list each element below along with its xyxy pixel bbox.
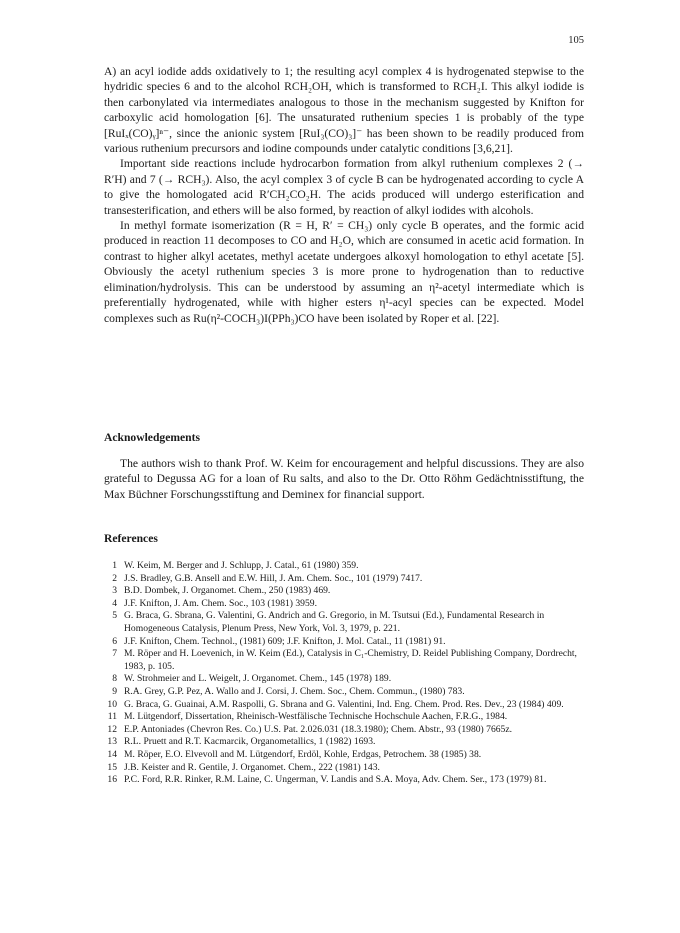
- reference-number: 11: [107, 711, 117, 723]
- reference-item: [104, 648, 584, 673]
- reference-number: 4: [112, 597, 117, 609]
- reference-number: 16: [107, 774, 117, 786]
- reference-number: 10: [107, 698, 117, 710]
- reference-number: 14: [107, 748, 117, 760]
- acknowledgements-heading: Acknowledgements: [104, 431, 200, 444]
- body-text: [104, 64, 584, 326]
- reference-item: [104, 560, 584, 573]
- reference-text: P.C. Ford, R.R. Rinker, R.M. Laine, C. Ungerman, V. Landis and S.A. Moya, Adv. Chem. Ser., 173 (1979) 81.: [124, 774, 547, 786]
- reference-text: G. Braca, G. Guainai, A.M. Raspolli, G. Sbrana and G. Valentini, Ind. Eng. Chem. Prod. Res. Dev., 23 (1984) 409.: [124, 698, 564, 710]
- reference-number: 9: [112, 685, 117, 697]
- reference-text: R.L. Pruett and R.T. Kacmarcik, Organometallics, 1 (1982) 1693.: [124, 736, 376, 748]
- reference-number: 12: [107, 723, 117, 735]
- reference-number: 7: [112, 648, 117, 660]
- acknowledgements-text: The authors wish to thank Prof. W. Keim for encouragement and helpful discussions. They are also grateful to Degussa AG for a loan of Ru salts, and also to the Dr. Otto Röhm Gedächtnisstiftung, the Max Büchner Forschungsstiftung and Deminex for financial support.: [104, 457, 584, 501]
- body-paragraph: Important side reactions include hydrocarbon formation from alkyl ruthenium complexes 2 (→ R′H) and 7 (→ RCH₃). Also, the acyl complex 3 of cycle B can be hydrogenated according to cycle A to give the homologated acid R′CH₂CO₂H. The acids produced will undergo esterification and transesterification, and ethers will be also formed, by reaction of alkyl iodides with alcohols.: [104, 157, 584, 217]
- reference-text: W. Strohmeier and L. Weigelt, J. Organomet. Chem., 145 (1978) 189.: [124, 673, 392, 685]
- reference-item: [104, 711, 584, 724]
- reference-text: M. Lütgendorf, Dissertation, Rheinisch-Westfälische Technische Hochschule Aachen, F.R.G., 1984.: [124, 711, 508, 723]
- references-list: [104, 560, 584, 787]
- reference-number: 15: [107, 761, 117, 773]
- reference-text: J.F. Knifton, J. Am. Chem. Soc., 103 (1981) 3959.: [124, 597, 317, 609]
- reference-item: [104, 736, 584, 749]
- reference-item: [104, 673, 584, 686]
- reference-item: [104, 610, 584, 635]
- reference-item: [104, 749, 584, 762]
- reference-number: 6: [112, 635, 117, 647]
- reference-item: [104, 636, 584, 649]
- references-heading: References: [104, 532, 158, 545]
- reference-item: [104, 774, 584, 787]
- reference-item: [104, 573, 584, 586]
- reference-text: J.S. Bradley, G.B. Ansell and E.W. Hill, J. Am. Chem. Soc., 101 (1979) 7417.: [124, 572, 423, 584]
- reference-number: 13: [107, 736, 117, 748]
- reference-item: [104, 699, 584, 712]
- reference-number: 8: [112, 673, 117, 685]
- reference-number: 5: [112, 610, 117, 622]
- body-paragraph: A) an acyl iodide adds oxidatively to 1; the resulting acyl complex 4 is hydrogenated stepwise to the hydridic species 6 and to the alcohol RCH₂OH, which is transformed to RCH₂I. This alkyl iodide is then carbonylated via intermediates analogous to those in the mechanism suggested by Knifton for carboxylic acid homologation [6]. The unsaturated ruthenium species 1 is probably of the type [RuIₓ(CO)ᵧ]ⁿ⁻, since the anionic system [RuI₃(CO)₃]⁻ has been shown to be readily produced from various ruthenium precursors and iodine compounds under catalytic conditions [3,6,21].: [104, 65, 584, 156]
- reference-text: M. Röper and H. Loevenich, in W. Keim (Ed.), Catalysis in C₁-Chemistry, D. Reidel Publishing Company, Dordrecht, 1983, p. 105.: [124, 648, 577, 672]
- page-number: 105: [568, 35, 584, 46]
- reference-text: J.B. Keister and R. Gentile, J. Organomet. Chem., 222 (1981) 143.: [124, 761, 380, 773]
- reference-text: B.D. Dombek, J. Organomet. Chem., 250 (1983) 469.: [124, 585, 331, 597]
- reference-item: [104, 762, 584, 775]
- reference-text: M. Röper, E.O. Elvevoll and M. Lütgendorf, Erdöl, Kohle, Erdgas, Petrochem. 38 (1985) 38.: [124, 748, 482, 760]
- reference-text: W. Keim, M. Berger and J. Schlupp, J. Catal., 61 (1980) 359.: [124, 560, 359, 571]
- reference-text: G. Braca, G. Sbrana, G. Valentini, G. Andrich and G. Gregorio, in M. Tsutsui (Ed.), Fundamental Research in Homogeneous Catalysis, Plenum Press, New York, Vol. 3, 1979, p. 221.: [124, 610, 545, 634]
- body-paragraph: In methyl formate isomerization (R = H, R′ = CH₃) only cycle B operates, and the formic acid produced in reaction 11 decomposes to CO and H₂O, which are consumed in acetic acid formation. In contrast to higher alkyl acetates, methyl acetate undergoes alkoxyl homologation to ethyl acetate [5]. Obviously the acetyl ruthenium species 3 is more prone to hydrogenation than to reductive elimination/hydrolysis. This can be understood by assuming an η²-acetyl intermediate which is preferentially hydrogenated, while with higher esters η¹-acyl species can be expected. Model complexes such as Ru(η²-COCH₃)I(PPh₃)CO have been isolated by Roper et al. [22].: [104, 219, 584, 325]
- reference-number: 2: [112, 572, 117, 584]
- reference-item: [104, 585, 584, 598]
- reference-text: J.F. Knifton, Chem. Technol., (1981) 609; J.F. Knifton, J. Mol. Catal., 11 (1981) 91.: [124, 635, 446, 647]
- reference-text: R.A. Grey, G.P. Pez, A. Wallo and J. Corsi, J. Chem. Soc., Chem. Commun., (1980) 783.: [124, 685, 465, 697]
- reference-number: 1: [112, 560, 117, 571]
- reference-text: E.P. Antoniades (Chevron Res. Co.) U.S. Pat. 2.026.031 (18.3.1980); Chem. Abstr., 93 (1980) 7665z.: [124, 723, 512, 735]
- reference-item: [104, 598, 584, 611]
- reference-item: [104, 724, 584, 737]
- reference-number: 3: [112, 585, 117, 597]
- reference-item: [104, 686, 584, 699]
